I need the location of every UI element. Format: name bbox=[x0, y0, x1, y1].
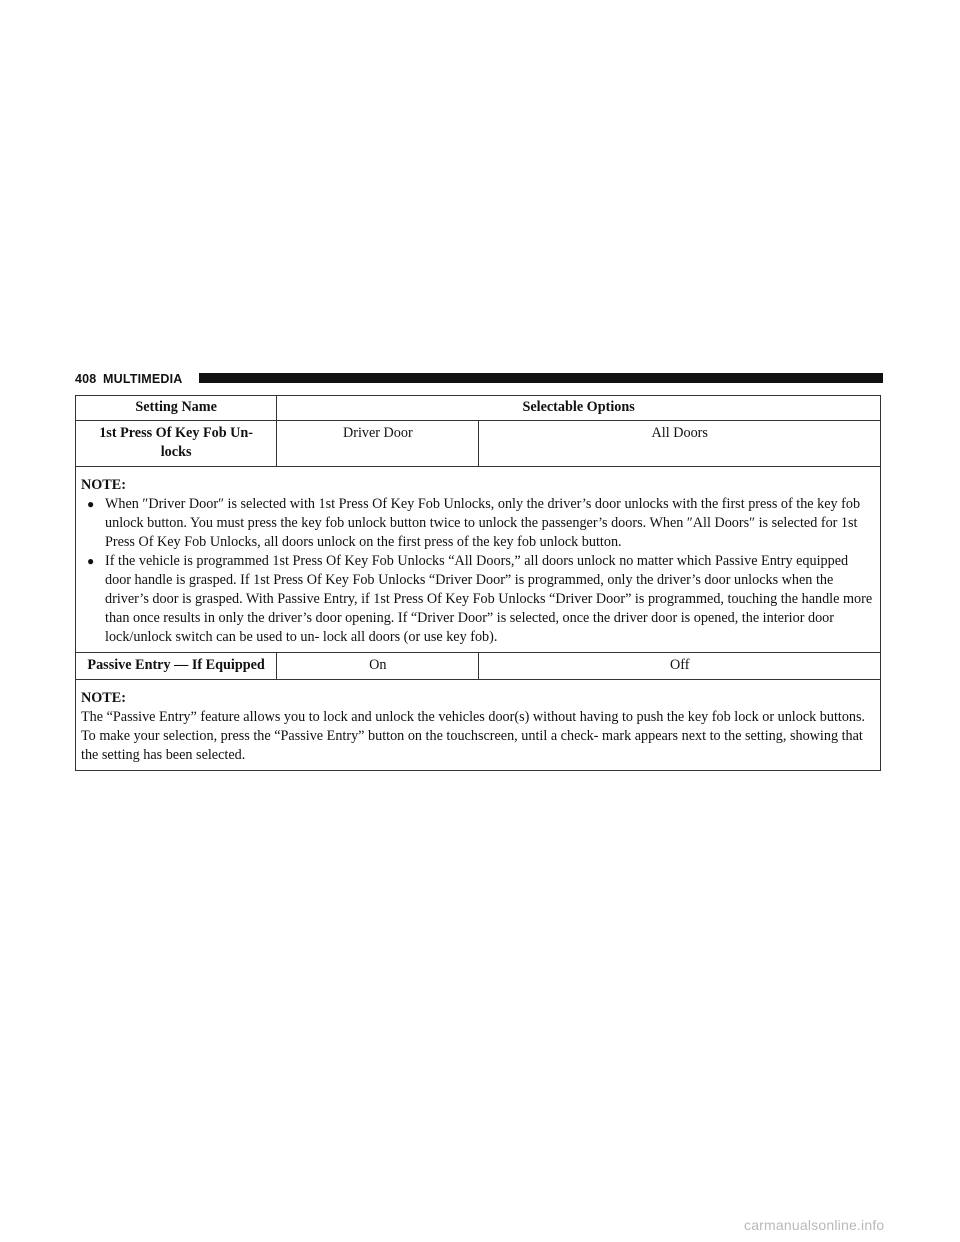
note-row bbox=[76, 467, 881, 653]
section-title: MULTIMEDIA bbox=[103, 372, 183, 386]
bullet-icon: ● bbox=[87, 497, 95, 511]
watermark: carmanualsonline.info bbox=[744, 1217, 885, 1233]
table-header-row bbox=[76, 396, 881, 421]
note-bullet-text: If the vehicle is programmed 1st Press Of Key Fob Unlocks “All Doors,” all doors unlock no matter which Passive Entry equipped door handle is grasped. If 1st Press Of Key Fob Unlocks “Driver Door” is programmed, only the driver’s door unlocks when the driver’s door is grasped. With Passive Entry, if 1st Press Of Key Fob Unlocks “Driver Door” is programmed, touching the handle more than once results in only the driver’s door opening. If “Driver Door” is selected, once the driver door is opened, the interior door lock/unlock switch can be used to un- lock all doors (or use key fob). bbox=[105, 553, 873, 645]
note-label: NOTE: bbox=[81, 690, 126, 706]
page-number: 408 bbox=[75, 372, 97, 386]
settings-table bbox=[75, 395, 881, 771]
setting-name-key-fob: 1st Press Of Key Fob Un- locks bbox=[76, 421, 277, 467]
note-bullet-item bbox=[81, 495, 875, 552]
note-bullet-list bbox=[81, 495, 875, 647]
table-row bbox=[76, 421, 881, 467]
bullet-icon: ● bbox=[87, 554, 95, 568]
note-row bbox=[76, 680, 881, 771]
option-off: Off bbox=[479, 653, 881, 680]
option-all-doors: All Doors bbox=[479, 421, 881, 467]
header-selectable-options: Selectable Options bbox=[277, 396, 881, 421]
note-bullet-item bbox=[81, 552, 875, 647]
option-on: On bbox=[277, 653, 479, 680]
note-bullet-text: When ″Driver Door″ is selected with 1st Press Of Key Fob Unlocks, only the driver’s door unlocks with the first press of the key fob unlock button. You must press the key fob unlock button twice to unlock the passenger’s doors. When ″All Doors″ is selected for 1st Press Of Key Fob Unlocks, all doors unlock on the first press of the key fob unlock button. bbox=[105, 496, 861, 550]
note-label: NOTE: bbox=[81, 477, 126, 493]
page-header bbox=[75, 371, 883, 387]
note-text: The “Passive Entry” feature allows you to lock and unlock the vehicles door(s) without having to push the key fob lock or unlock buttons. To make your selection, press the “Passive Entry” button on the touchscreen, until a check- mark appears next to the setting, showing that the setting has been selected. bbox=[81, 709, 866, 763]
setting-name-passive-entry: Passive Entry — If Equipped bbox=[76, 653, 277, 680]
header-setting-name: Setting Name bbox=[76, 396, 277, 421]
table-row bbox=[76, 653, 881, 680]
note-cell-passive-entry bbox=[76, 680, 881, 771]
header-rule bbox=[199, 373, 883, 383]
note-cell-key-fob bbox=[76, 467, 881, 653]
option-driver-door: Driver Door bbox=[277, 421, 479, 467]
